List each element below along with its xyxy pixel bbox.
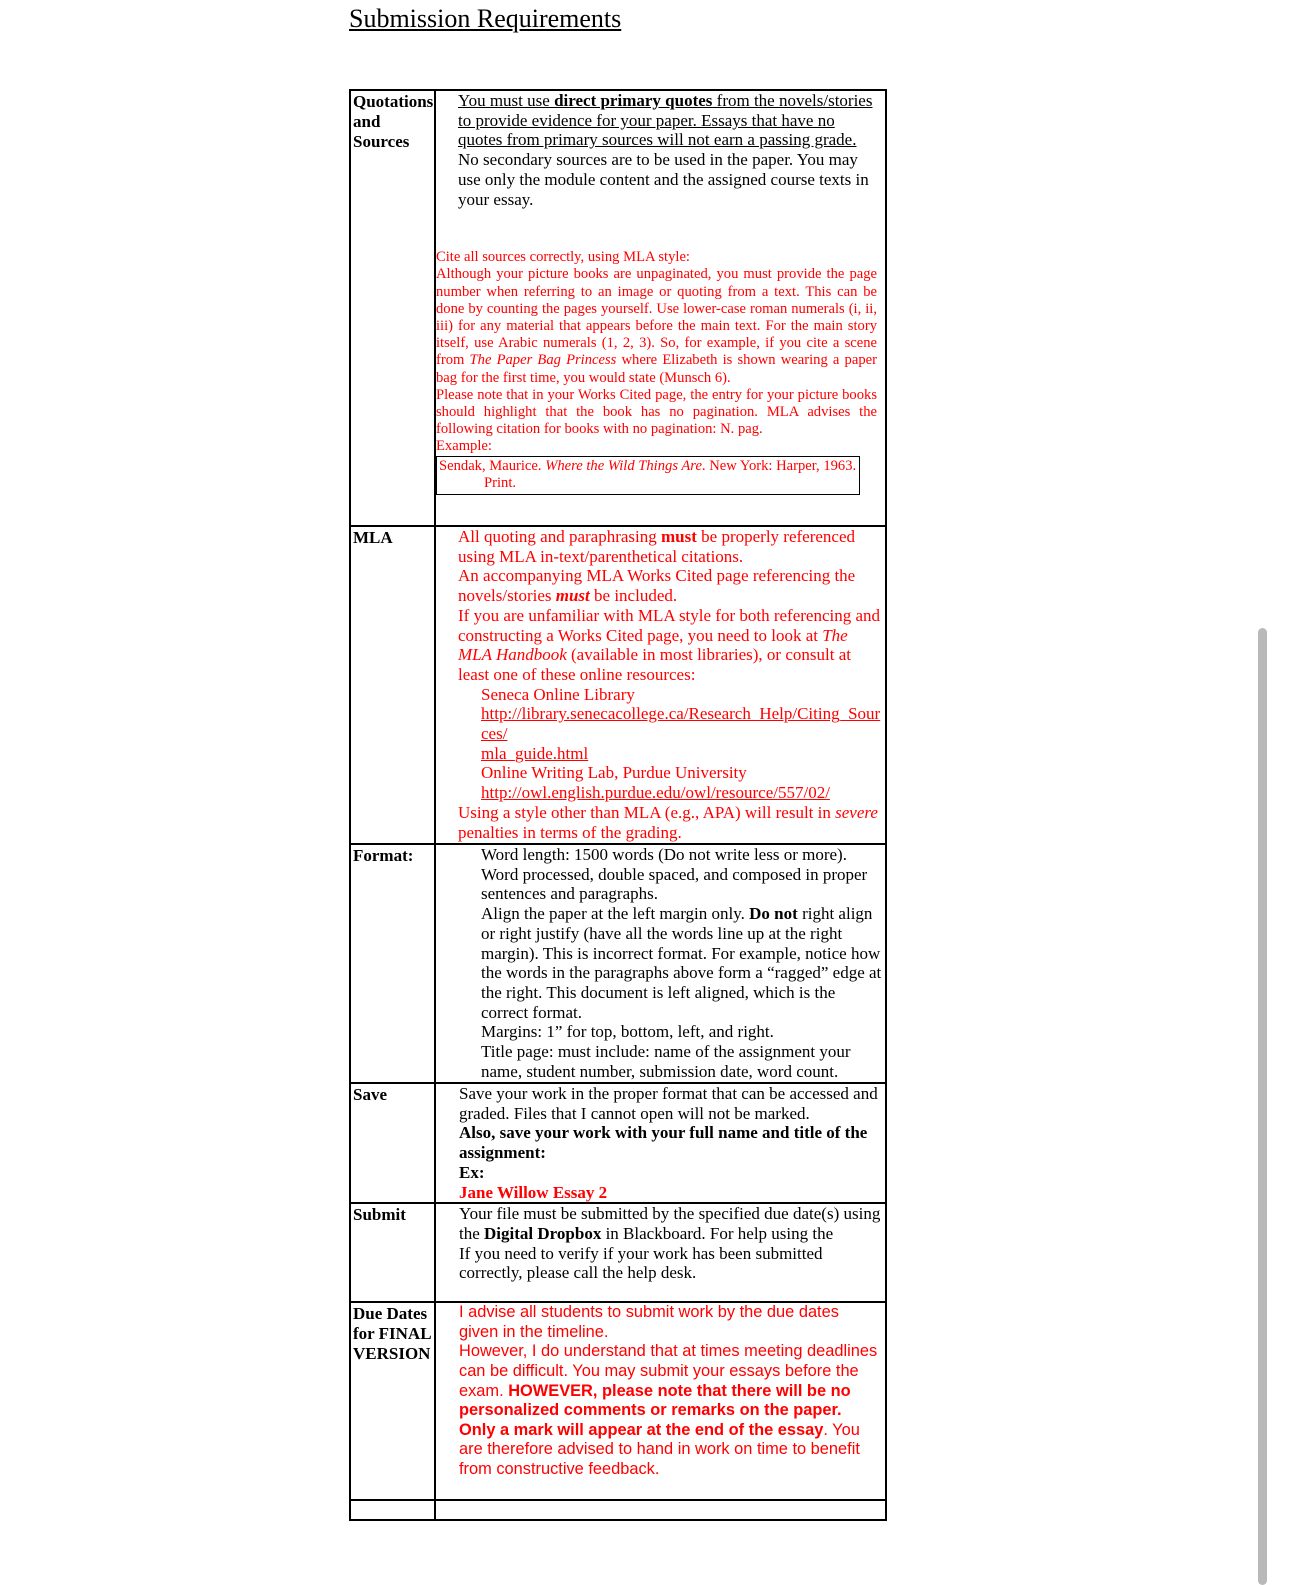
label-quotations: Quotations and Sources bbox=[350, 90, 435, 526]
mla-p4-c: penalties in terms of the grading. bbox=[458, 822, 682, 842]
example-label: Example: bbox=[436, 438, 492, 455]
label-format: Format: bbox=[350, 844, 435, 1083]
mla-p1-a: All quoting and paraphrasing bbox=[458, 527, 662, 546]
due-p2-warning: HOWEVER, please note that there will be no personalized comments or remarks on the paper. Only a mark will appear at the end of the essay bbox=[459, 1381, 851, 1439]
cite-paragraph-2: Please note that in your Works Cited page, the entry for your picture books should highlight that the book has no pagination. MLA advises the following citation for books with no pagination: N. pag. bbox=[436, 386, 877, 438]
cite-p1-title: The Paper Bag Princess bbox=[469, 352, 617, 369]
row-submit bbox=[350, 1203, 886, 1302]
save-example-label: Ex: bbox=[459, 1162, 485, 1182]
label-due-dates: Due Dates for FINAL VERSION bbox=[350, 1302, 435, 1500]
submit-p1 bbox=[436, 1204, 885, 1243]
page-title: Submission Requirements bbox=[349, 4, 622, 33]
mla-p3-c: (available in most libraries), or consult at least one of these online resources: bbox=[458, 645, 851, 684]
quotes-rule-b: direct primary quotes bbox=[554, 91, 713, 110]
resource-1-link-cont[interactable]: mla_guide.html bbox=[481, 743, 589, 763]
submit-p2: If you need to verify if your work has been submitted correctly, please call the help desk. bbox=[459, 1243, 823, 1283]
scrollbar-thumb[interactable] bbox=[1258, 628, 1267, 1585]
example-citation-box bbox=[436, 456, 860, 495]
mla-p4-severe: severe bbox=[835, 802, 878, 822]
mla-p4 bbox=[436, 803, 885, 842]
due-p1: I advise all students to submit work by the due dates given in the timeline. bbox=[459, 1303, 839, 1341]
label-mla: MLA bbox=[350, 526, 435, 844]
format-align-a: Align the paper at the left margin only. bbox=[481, 904, 750, 924]
quotations-intro bbox=[436, 91, 885, 209]
quotes-rule-d: No secondary sources are to be used in the paper. You may use only the module content and the assigned course texts in your essay. bbox=[458, 150, 869, 209]
example-citation-line2: Print. bbox=[484, 474, 517, 491]
quotes-rule-c: from the novels/stories to provide evidence for your paper. Essays that have no quotes from primary sources will not earn a passing grade. bbox=[458, 91, 873, 150]
format-title-page: Title page: must include: name of the assignment your name, student number, submission date, word count. bbox=[481, 1042, 851, 1081]
format-align bbox=[436, 904, 885, 1022]
format-margins: Margins: 1” for top, bottom, left, and right. bbox=[481, 1022, 774, 1042]
format-align-c: right align or right justify (have all the words line up at the right margin). This is incorrect format. For example, notice how the words in the paragraphs above form a “ragged” edge at the right. This document is left aligned, which is the correct format. bbox=[481, 904, 882, 1022]
resource-2-link[interactable]: http://owl.english.purdue.edu/owl/resource/557/02/ bbox=[481, 783, 830, 803]
cite-p1-a: Although your picture books are unpaginated, you must provide the page number when referring to an image or quoting from a text. This can be done by counting the pages yourself. Use lower-case roman numerals (i, ii, iii) for any material that appears before the main text. For the main story itself, use Arabic numerals (1, 2, 3). So, for example, if you cite a scene from bbox=[436, 266, 877, 369]
submit-p1-c: in Blackboard. For help using the bbox=[601, 1223, 834, 1243]
example-citation-line1 bbox=[439, 458, 857, 475]
example-author: Sendak, Maurice. bbox=[439, 457, 546, 474]
save-p1: Save your work in the proper format that can be accessed and graded. Files that I cannot open will not be marked. bbox=[459, 1084, 878, 1123]
quotes-rule-a: You must use bbox=[458, 91, 555, 110]
requirements-table bbox=[349, 89, 887, 1521]
mla-p1-c: be properly referenced using MLA in-text/parenthetical citations. bbox=[458, 527, 856, 566]
mla-p2-a: An accompanying MLA Works Cited page referencing the novels/stories bbox=[458, 566, 856, 606]
row-due-dates bbox=[350, 1302, 886, 1500]
submit-p1-a: Your file must be submitted by the specified due date(s) using the bbox=[459, 1204, 881, 1243]
mla-p3 bbox=[436, 606, 885, 685]
row-quotations bbox=[350, 90, 886, 526]
mla-p2-c: be included. bbox=[589, 586, 678, 606]
content-due-dates bbox=[435, 1302, 886, 1500]
save-example: Jane Willow Essay 2 bbox=[459, 1182, 608, 1202]
mla-handbook-title: The MLA Handbook bbox=[458, 625, 848, 665]
example-publisher: . New York: Harper, 1963. bbox=[701, 457, 857, 474]
format-align-do-not: Do not bbox=[749, 904, 798, 924]
label-submit: Submit bbox=[350, 1203, 435, 1302]
due-p2-a: However, I do understand that at times meeting deadlines can be difficult. You may submit your essays before the exam. bbox=[459, 1342, 878, 1400]
row-mla bbox=[350, 526, 886, 844]
mla-p2 bbox=[436, 566, 885, 605]
row-save bbox=[350, 1083, 886, 1203]
content-submit bbox=[435, 1203, 886, 1302]
content-format bbox=[435, 844, 886, 1083]
row-format bbox=[350, 844, 886, 1083]
content-empty bbox=[435, 1500, 886, 1520]
mla-p3-a: If you are unfamiliar with MLA style for both referencing and constructing a Works Cited page, you need to look at bbox=[458, 605, 881, 645]
label-save: Save bbox=[350, 1083, 435, 1203]
format-word-length: Word length: 1500 words (Do not write less or more). bbox=[481, 845, 847, 864]
mla-p1-must: must bbox=[661, 527, 697, 546]
mla-p2-must: must bbox=[555, 586, 590, 606]
digital-dropbox: Digital Dropbox bbox=[484, 1223, 602, 1243]
resource-1-name: Seneca Online Library bbox=[481, 684, 635, 704]
cite-paragraph-1 bbox=[436, 266, 885, 386]
content-save bbox=[435, 1083, 886, 1203]
mla-p1 bbox=[436, 527, 885, 566]
resource-2-name: Online Writing Lab, Purdue University bbox=[481, 763, 747, 783]
due-p2 bbox=[436, 1342, 885, 1479]
example-title: Where the Wild Things Are bbox=[545, 457, 702, 474]
cite-p1-c: where Elizabeth is shown wearing a paper bag for the first time, you would state (Munsch 6). bbox=[436, 352, 877, 386]
mla-p4-a: Using a style other than MLA (e.g., APA) will result in bbox=[458, 802, 836, 822]
row-empty bbox=[350, 1500, 886, 1520]
content-quotations bbox=[435, 90, 886, 526]
cite-heading: Cite all sources correctly, using MLA style: bbox=[436, 249, 690, 266]
save-p2: Also, save your work with your full name and title of the assignment: bbox=[459, 1123, 868, 1163]
label-empty bbox=[350, 1500, 435, 1520]
format-word-processed: Word processed, double spaced, and composed in proper sentences and paragraphs. bbox=[481, 864, 868, 904]
resource-1-link[interactable]: http://library.senecacollege.ca/Research_Help/Citing_Sources/ bbox=[481, 704, 881, 744]
due-p2-c: . You are therefore advised to hand in work on time to benefit from constructive feedback. bbox=[459, 1420, 860, 1478]
content-mla bbox=[435, 526, 886, 844]
